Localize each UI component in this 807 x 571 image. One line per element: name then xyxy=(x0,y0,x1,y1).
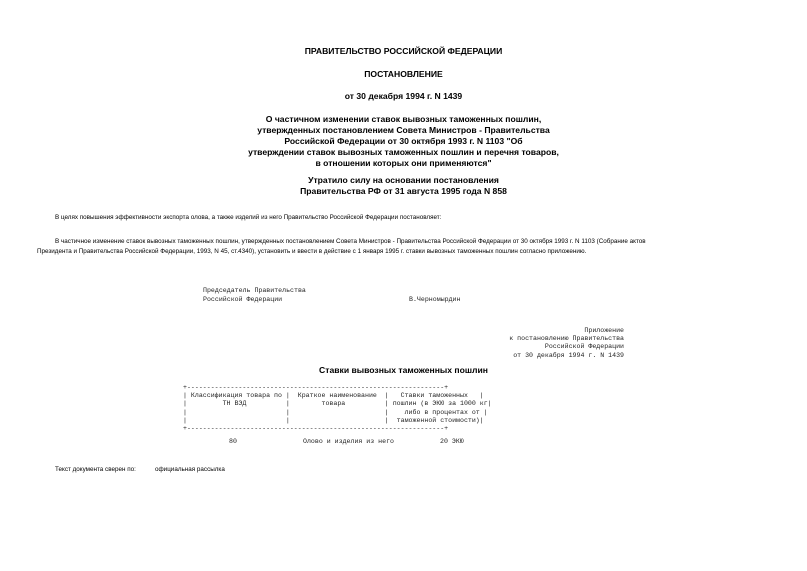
document-title-line: Российской Федерации от 30 октября 1993 г. N 1103 "Об xyxy=(284,136,523,146)
signature-name: В.Черномырдин xyxy=(409,296,461,303)
paragraph-decision-line: В частичное изменение ставок вывозных таможенных пошлин, утвержденных постановлением Совета Министров - Правительства Российской Федерации от 30 октября 1993 г. N 1103 (Собрание актов xyxy=(55,238,646,245)
table-border-bottom: +-----------------------------------------------------------------+ xyxy=(183,425,449,433)
table-header-line: | | | либо в процентах от | xyxy=(183,408,488,416)
document-title-line: О частичном изменении ставок вывозных таможенных пошлин, xyxy=(265,114,542,124)
document-title-line: в отношении которых они применяются" xyxy=(315,158,492,168)
table-cell-name: Олово и изделия из него xyxy=(303,438,395,445)
footer-source: официальная рассылка xyxy=(155,466,225,473)
table-border-top: +-----------------------------------------------------------------+ xyxy=(183,384,449,391)
repeal-note-line: Утратило силу на основании постановления xyxy=(308,175,499,185)
appendix-note-line: от 30 декабря 1994 г. N 1439 xyxy=(513,351,624,359)
document-date-number: от 30 декабря 1994 г. N 1439 xyxy=(344,91,463,101)
appendix-note-line: Российской Федерации xyxy=(544,343,624,351)
document-title-line: утверждении ставок вывозных таможенных пошлин и перечня товаров, xyxy=(248,147,559,157)
table-cell-code: 80 xyxy=(229,438,237,445)
appendix-note-line: к постановлению Правительства xyxy=(509,335,624,343)
table-header-line: | | | таможенной стоимости)| xyxy=(183,416,484,424)
document-type: ПОСТАНОВЛЕНИЕ xyxy=(364,69,443,79)
appendix-note-line: Приложение xyxy=(584,327,624,334)
table-title: Ставки вывозных таможенных пошлин xyxy=(319,365,488,375)
table-header-line: | ТН ВЭД | товара | пошлин (в ЭКЮ за 1000 кг| xyxy=(183,400,492,408)
paragraph-decision-line: Президента и Правительства Российской Федерации, 1993, N 45, ст.4340), установить и ввести в действие с 1 января 1995 г. ставки вывозных таможенных пошлин согласно приложению. xyxy=(37,248,587,255)
rates-table xyxy=(183,384,492,433)
document-title-line: утвержденных постановлением Совета Министров - Правительства xyxy=(257,125,550,135)
repeal-note-line: Правительства РФ от 31 августа 1995 года N 858 xyxy=(300,186,507,196)
footer-label: Текст документа сверен по: xyxy=(55,466,136,473)
appendix-note xyxy=(509,327,624,360)
table-header-line: | Классификация товара по | Краткое наименование | Ставки таможенных | xyxy=(183,392,484,400)
table-cell-rate: 20 ЭКЮ xyxy=(440,438,464,445)
signature-position: Председатель Правительства xyxy=(203,287,306,294)
signature-position: Российской Федерации xyxy=(203,296,283,303)
government-name: ПРАВИТЕЛЬСТВО РОССИЙСКОЙ ФЕДЕРАЦИИ xyxy=(304,46,503,56)
paragraph-preamble: В целях повышения эффективности экспорта олова, а также изделий из него Правительство Российской Федерации постановляет: xyxy=(55,214,442,221)
